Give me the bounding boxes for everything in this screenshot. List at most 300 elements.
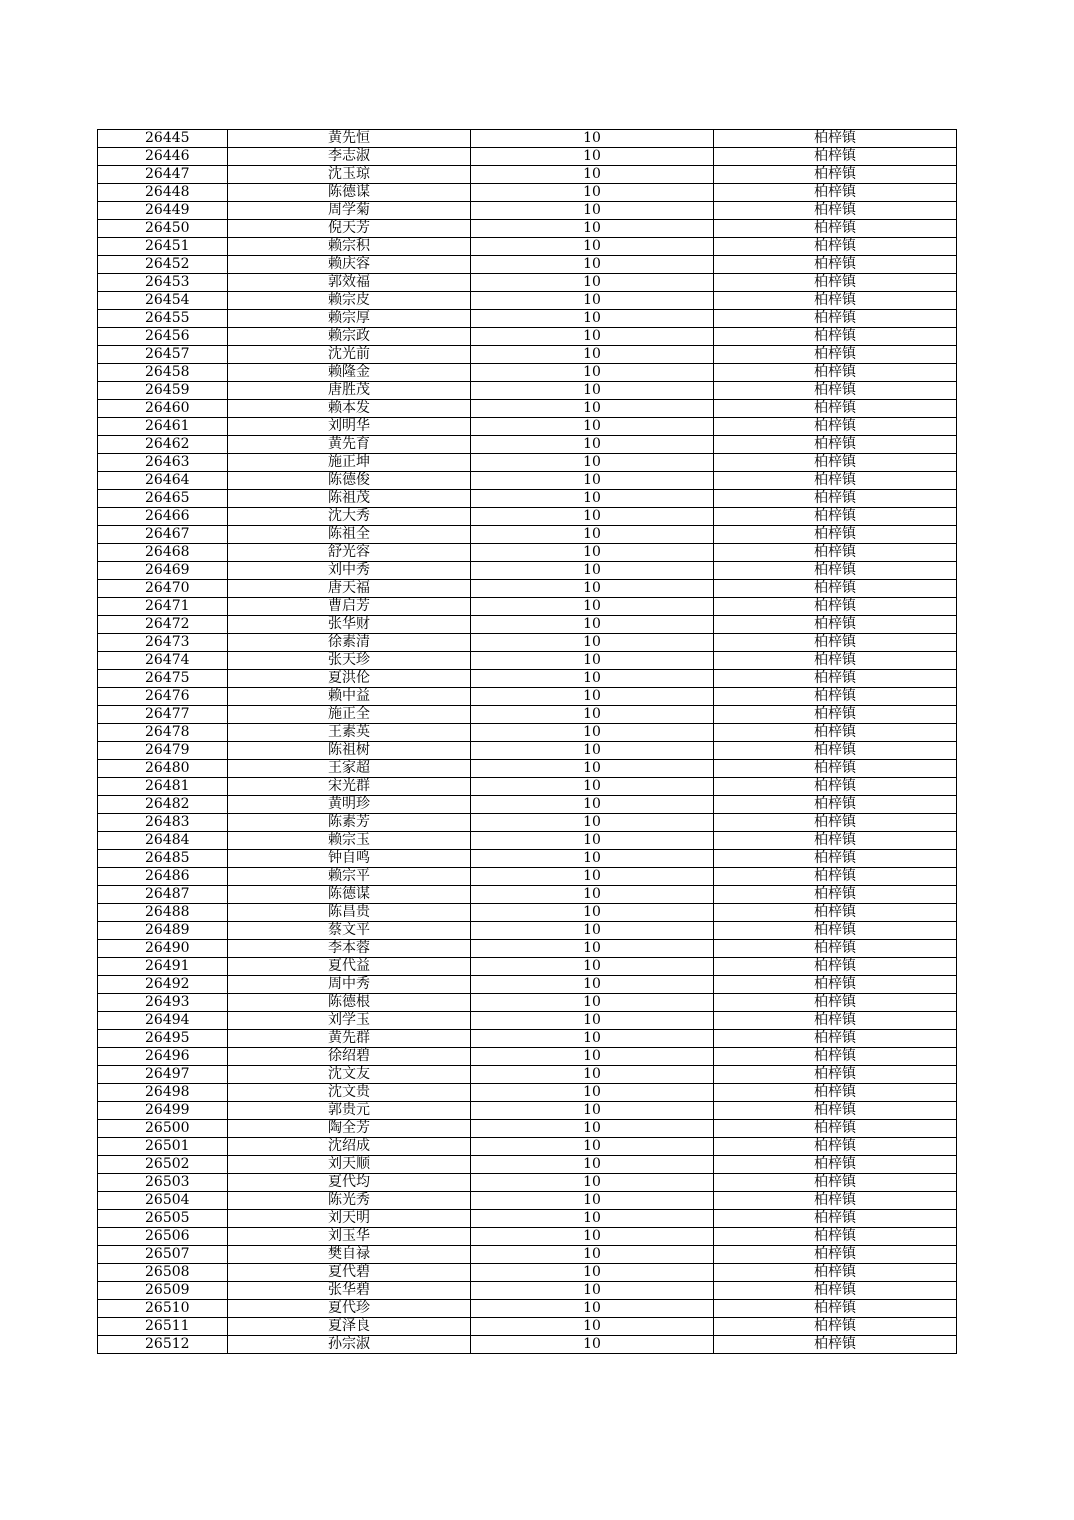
table-row bbox=[98, 238, 957, 256]
table-row bbox=[98, 1300, 957, 1318]
name-cell: 刘天顺 bbox=[228, 1156, 471, 1174]
name-cell: 黄先恒 bbox=[228, 130, 471, 148]
table-row bbox=[98, 454, 957, 472]
town-cell: 柏梓镇 bbox=[714, 454, 957, 472]
name-cell: 宋光群 bbox=[228, 778, 471, 796]
amount-cell: 10 bbox=[471, 814, 714, 832]
name-cell: 夏泽良 bbox=[228, 1318, 471, 1336]
amount-cell: 10 bbox=[471, 616, 714, 634]
amount-cell: 10 bbox=[471, 1138, 714, 1156]
row-number-cell: 26457 bbox=[98, 346, 228, 364]
town-cell: 柏梓镇 bbox=[714, 346, 957, 364]
row-number-cell: 26508 bbox=[98, 1264, 228, 1282]
town-cell: 柏梓镇 bbox=[714, 1012, 957, 1030]
row-number-cell: 26461 bbox=[98, 418, 228, 436]
name-cell: 陈光秀 bbox=[228, 1192, 471, 1210]
town-cell: 柏梓镇 bbox=[714, 220, 957, 238]
amount-cell: 10 bbox=[471, 544, 714, 562]
town-cell: 柏梓镇 bbox=[714, 184, 957, 202]
amount-cell: 10 bbox=[471, 760, 714, 778]
name-cell: 夏代均 bbox=[228, 1174, 471, 1192]
town-cell: 柏梓镇 bbox=[714, 1228, 957, 1246]
name-cell: 沈大秀 bbox=[228, 508, 471, 526]
name-cell: 施正全 bbox=[228, 706, 471, 724]
amount-cell: 10 bbox=[471, 562, 714, 580]
town-cell: 柏梓镇 bbox=[714, 976, 957, 994]
amount-cell: 10 bbox=[471, 1156, 714, 1174]
name-cell: 陈素芳 bbox=[228, 814, 471, 832]
name-cell: 赖宗政 bbox=[228, 328, 471, 346]
name-cell: 刘明华 bbox=[228, 418, 471, 436]
table-row bbox=[98, 1138, 957, 1156]
name-cell: 徐绍碧 bbox=[228, 1048, 471, 1066]
town-cell: 柏梓镇 bbox=[714, 1156, 957, 1174]
table-row bbox=[98, 1174, 957, 1192]
amount-cell: 10 bbox=[471, 1066, 714, 1084]
table-row bbox=[98, 886, 957, 904]
table-row bbox=[98, 544, 957, 562]
name-cell: 李本蓉 bbox=[228, 940, 471, 958]
town-cell: 柏梓镇 bbox=[714, 760, 957, 778]
town-cell: 柏梓镇 bbox=[714, 706, 957, 724]
row-number-cell: 26482 bbox=[98, 796, 228, 814]
town-cell: 柏梓镇 bbox=[714, 634, 957, 652]
row-number-cell: 26498 bbox=[98, 1084, 228, 1102]
name-cell: 赖本发 bbox=[228, 400, 471, 418]
name-cell: 孙宗淑 bbox=[228, 1336, 471, 1354]
name-cell: 蔡文平 bbox=[228, 922, 471, 940]
amount-cell: 10 bbox=[471, 454, 714, 472]
name-cell: 徐素清 bbox=[228, 634, 471, 652]
row-number-cell: 26445 bbox=[98, 130, 228, 148]
town-cell: 柏梓镇 bbox=[714, 868, 957, 886]
name-cell: 舒光容 bbox=[228, 544, 471, 562]
table-row bbox=[98, 310, 957, 328]
table-row bbox=[98, 436, 957, 454]
amount-cell: 10 bbox=[471, 634, 714, 652]
amount-cell: 10 bbox=[471, 490, 714, 508]
row-number-cell: 26462 bbox=[98, 436, 228, 454]
row-number-cell: 26463 bbox=[98, 454, 228, 472]
name-cell: 唐胜茂 bbox=[228, 382, 471, 400]
row-number-cell: 26492 bbox=[98, 976, 228, 994]
town-cell: 柏梓镇 bbox=[714, 382, 957, 400]
amount-cell: 10 bbox=[471, 436, 714, 454]
table-row bbox=[98, 364, 957, 382]
name-cell: 赖宗平 bbox=[228, 868, 471, 886]
town-cell: 柏梓镇 bbox=[714, 328, 957, 346]
amount-cell: 10 bbox=[471, 922, 714, 940]
table-row bbox=[98, 580, 957, 598]
table-row bbox=[98, 1318, 957, 1336]
name-cell: 赖中益 bbox=[228, 688, 471, 706]
name-cell: 刘玉华 bbox=[228, 1228, 471, 1246]
table-row bbox=[98, 904, 957, 922]
row-number-cell: 26502 bbox=[98, 1156, 228, 1174]
row-number-cell: 26495 bbox=[98, 1030, 228, 1048]
amount-cell: 10 bbox=[471, 256, 714, 274]
amount-cell: 10 bbox=[471, 526, 714, 544]
amount-cell: 10 bbox=[471, 382, 714, 400]
name-cell: 夏洪伦 bbox=[228, 670, 471, 688]
amount-cell: 10 bbox=[471, 886, 714, 904]
name-cell: 张华碧 bbox=[228, 1282, 471, 1300]
table-row bbox=[98, 1120, 957, 1138]
table-row bbox=[98, 328, 957, 346]
town-cell: 柏梓镇 bbox=[714, 436, 957, 454]
town-cell: 柏梓镇 bbox=[714, 1066, 957, 1084]
name-cell: 张天珍 bbox=[228, 652, 471, 670]
name-cell: 张华财 bbox=[228, 616, 471, 634]
amount-cell: 10 bbox=[471, 148, 714, 166]
town-cell: 柏梓镇 bbox=[714, 292, 957, 310]
row-number-cell: 26452 bbox=[98, 256, 228, 274]
amount-cell: 10 bbox=[471, 292, 714, 310]
town-cell: 柏梓镇 bbox=[714, 1192, 957, 1210]
amount-cell: 10 bbox=[471, 364, 714, 382]
amount-cell: 10 bbox=[471, 904, 714, 922]
amount-cell: 10 bbox=[471, 742, 714, 760]
row-number-cell: 26459 bbox=[98, 382, 228, 400]
row-number-cell: 26511 bbox=[98, 1318, 228, 1336]
table-row bbox=[98, 832, 957, 850]
amount-cell: 10 bbox=[471, 1012, 714, 1030]
name-cell: 黄先育 bbox=[228, 436, 471, 454]
amount-cell: 10 bbox=[471, 238, 714, 256]
name-cell: 曹启芳 bbox=[228, 598, 471, 616]
amount-cell: 10 bbox=[471, 184, 714, 202]
name-cell: 赖宗皮 bbox=[228, 292, 471, 310]
row-number-cell: 26472 bbox=[98, 616, 228, 634]
town-cell: 柏梓镇 bbox=[714, 526, 957, 544]
table-row bbox=[98, 616, 957, 634]
row-number-cell: 26468 bbox=[98, 544, 228, 562]
amount-cell: 10 bbox=[471, 274, 714, 292]
name-cell: 倪天芳 bbox=[228, 220, 471, 238]
row-number-cell: 26465 bbox=[98, 490, 228, 508]
town-cell: 柏梓镇 bbox=[714, 742, 957, 760]
row-number-cell: 26504 bbox=[98, 1192, 228, 1210]
row-number-cell: 26453 bbox=[98, 274, 228, 292]
table-row bbox=[98, 814, 957, 832]
table-row bbox=[98, 868, 957, 886]
table-row bbox=[98, 1012, 957, 1030]
data-table bbox=[97, 129, 957, 1354]
table-row bbox=[98, 778, 957, 796]
town-cell: 柏梓镇 bbox=[714, 688, 957, 706]
town-cell: 柏梓镇 bbox=[714, 922, 957, 940]
amount-cell: 10 bbox=[471, 1210, 714, 1228]
table-row bbox=[98, 382, 957, 400]
amount-cell: 10 bbox=[471, 850, 714, 868]
table-row bbox=[98, 724, 957, 742]
table-row bbox=[98, 1210, 957, 1228]
table-row bbox=[98, 1192, 957, 1210]
amount-cell: 10 bbox=[471, 1102, 714, 1120]
amount-cell: 10 bbox=[471, 1120, 714, 1138]
row-number-cell: 26478 bbox=[98, 724, 228, 742]
row-number-cell: 26471 bbox=[98, 598, 228, 616]
table-row bbox=[98, 1336, 957, 1354]
row-number-cell: 26484 bbox=[98, 832, 228, 850]
table-row bbox=[98, 1084, 957, 1102]
table-row bbox=[98, 490, 957, 508]
row-number-cell: 26470 bbox=[98, 580, 228, 598]
row-number-cell: 26476 bbox=[98, 688, 228, 706]
amount-cell: 10 bbox=[471, 1264, 714, 1282]
name-cell: 唐天福 bbox=[228, 580, 471, 598]
name-cell: 郭效福 bbox=[228, 274, 471, 292]
table-row bbox=[98, 418, 957, 436]
table-row bbox=[98, 220, 957, 238]
name-cell: 郭贵元 bbox=[228, 1102, 471, 1120]
table-row bbox=[98, 508, 957, 526]
amount-cell: 10 bbox=[471, 598, 714, 616]
name-cell: 沈光前 bbox=[228, 346, 471, 364]
amount-cell: 10 bbox=[471, 868, 714, 886]
table-row bbox=[98, 472, 957, 490]
table-row bbox=[98, 1282, 957, 1300]
name-cell: 施正坤 bbox=[228, 454, 471, 472]
table-row bbox=[98, 400, 957, 418]
name-cell: 陶全芳 bbox=[228, 1120, 471, 1138]
name-cell: 夏代益 bbox=[228, 958, 471, 976]
town-cell: 柏梓镇 bbox=[714, 670, 957, 688]
row-number-cell: 26475 bbox=[98, 670, 228, 688]
town-cell: 柏梓镇 bbox=[714, 274, 957, 292]
table-row bbox=[98, 130, 957, 148]
name-cell: 赖宗积 bbox=[228, 238, 471, 256]
row-number-cell: 26496 bbox=[98, 1048, 228, 1066]
row-number-cell: 26500 bbox=[98, 1120, 228, 1138]
amount-cell: 10 bbox=[471, 706, 714, 724]
town-cell: 柏梓镇 bbox=[714, 580, 957, 598]
name-cell: 周中秀 bbox=[228, 976, 471, 994]
town-cell: 柏梓镇 bbox=[714, 256, 957, 274]
row-number-cell: 26467 bbox=[98, 526, 228, 544]
amount-cell: 10 bbox=[471, 580, 714, 598]
amount-cell: 10 bbox=[471, 166, 714, 184]
town-cell: 柏梓镇 bbox=[714, 796, 957, 814]
name-cell: 赖庆容 bbox=[228, 256, 471, 274]
row-number-cell: 26458 bbox=[98, 364, 228, 382]
town-cell: 柏梓镇 bbox=[714, 958, 957, 976]
row-number-cell: 26480 bbox=[98, 760, 228, 778]
name-cell: 陈祖茂 bbox=[228, 490, 471, 508]
row-number-cell: 26481 bbox=[98, 778, 228, 796]
amount-cell: 10 bbox=[471, 670, 714, 688]
row-number-cell: 26493 bbox=[98, 994, 228, 1012]
name-cell: 陈德谋 bbox=[228, 184, 471, 202]
name-cell: 刘学玉 bbox=[228, 1012, 471, 1030]
table-row bbox=[98, 166, 957, 184]
table-row bbox=[98, 688, 957, 706]
table-row bbox=[98, 706, 957, 724]
row-number-cell: 26509 bbox=[98, 1282, 228, 1300]
row-number-cell: 26506 bbox=[98, 1228, 228, 1246]
town-cell: 柏梓镇 bbox=[714, 940, 957, 958]
town-cell: 柏梓镇 bbox=[714, 1210, 957, 1228]
amount-cell: 10 bbox=[471, 418, 714, 436]
row-number-cell: 26479 bbox=[98, 742, 228, 760]
name-cell: 樊自禄 bbox=[228, 1246, 471, 1264]
row-number-cell: 26466 bbox=[98, 508, 228, 526]
town-cell: 柏梓镇 bbox=[714, 832, 957, 850]
amount-cell: 10 bbox=[471, 1048, 714, 1066]
row-number-cell: 26512 bbox=[98, 1336, 228, 1354]
row-number-cell: 26450 bbox=[98, 220, 228, 238]
name-cell: 陈德俊 bbox=[228, 472, 471, 490]
amount-cell: 10 bbox=[471, 1318, 714, 1336]
name-cell: 陈祖全 bbox=[228, 526, 471, 544]
name-cell: 沈绍成 bbox=[228, 1138, 471, 1156]
name-cell: 沈文贵 bbox=[228, 1084, 471, 1102]
town-cell: 柏梓镇 bbox=[714, 400, 957, 418]
town-cell: 柏梓镇 bbox=[714, 202, 957, 220]
table-row bbox=[98, 202, 957, 220]
town-cell: 柏梓镇 bbox=[714, 1336, 957, 1354]
table-row bbox=[98, 1048, 957, 1066]
name-cell: 刘天明 bbox=[228, 1210, 471, 1228]
row-number-cell: 26446 bbox=[98, 148, 228, 166]
town-cell: 柏梓镇 bbox=[714, 652, 957, 670]
amount-cell: 10 bbox=[471, 220, 714, 238]
name-cell: 沈文友 bbox=[228, 1066, 471, 1084]
table-row bbox=[98, 292, 957, 310]
row-number-cell: 26488 bbox=[98, 904, 228, 922]
row-number-cell: 26503 bbox=[98, 1174, 228, 1192]
row-number-cell: 26494 bbox=[98, 1012, 228, 1030]
town-cell: 柏梓镇 bbox=[714, 166, 957, 184]
amount-cell: 10 bbox=[471, 958, 714, 976]
table-row bbox=[98, 760, 957, 778]
name-cell: 夏代碧 bbox=[228, 1264, 471, 1282]
town-cell: 柏梓镇 bbox=[714, 310, 957, 328]
town-cell: 柏梓镇 bbox=[714, 1264, 957, 1282]
row-number-cell: 26486 bbox=[98, 868, 228, 886]
amount-cell: 10 bbox=[471, 940, 714, 958]
table-row bbox=[98, 184, 957, 202]
town-cell: 柏梓镇 bbox=[714, 490, 957, 508]
town-cell: 柏梓镇 bbox=[714, 1030, 957, 1048]
table-row bbox=[98, 634, 957, 652]
table-row bbox=[98, 976, 957, 994]
row-number-cell: 26451 bbox=[98, 238, 228, 256]
table-row bbox=[98, 1102, 957, 1120]
town-cell: 柏梓镇 bbox=[714, 1084, 957, 1102]
row-number-cell: 26477 bbox=[98, 706, 228, 724]
table-row bbox=[98, 652, 957, 670]
table-body bbox=[98, 130, 957, 1354]
row-number-cell: 26489 bbox=[98, 922, 228, 940]
name-cell: 刘中秀 bbox=[228, 562, 471, 580]
name-cell: 黄明珍 bbox=[228, 796, 471, 814]
amount-cell: 10 bbox=[471, 976, 714, 994]
name-cell: 陈德谋 bbox=[228, 886, 471, 904]
amount-cell: 10 bbox=[471, 1282, 714, 1300]
name-cell: 陈祖树 bbox=[228, 742, 471, 760]
table-row bbox=[98, 1246, 957, 1264]
table-row bbox=[98, 1228, 957, 1246]
town-cell: 柏梓镇 bbox=[714, 472, 957, 490]
table-row bbox=[98, 526, 957, 544]
town-cell: 柏梓镇 bbox=[714, 994, 957, 1012]
row-number-cell: 26456 bbox=[98, 328, 228, 346]
row-number-cell: 26497 bbox=[98, 1066, 228, 1084]
table-row bbox=[98, 670, 957, 688]
amount-cell: 10 bbox=[471, 1174, 714, 1192]
town-cell: 柏梓镇 bbox=[714, 886, 957, 904]
amount-cell: 10 bbox=[471, 1030, 714, 1048]
name-cell: 赖隆金 bbox=[228, 364, 471, 382]
name-cell: 夏代珍 bbox=[228, 1300, 471, 1318]
amount-cell: 10 bbox=[471, 1246, 714, 1264]
name-cell: 赖宗厚 bbox=[228, 310, 471, 328]
name-cell: 黄先群 bbox=[228, 1030, 471, 1048]
table-row bbox=[98, 922, 957, 940]
amount-cell: 10 bbox=[471, 1336, 714, 1354]
town-cell: 柏梓镇 bbox=[714, 1174, 957, 1192]
row-number-cell: 26505 bbox=[98, 1210, 228, 1228]
amount-cell: 10 bbox=[471, 1228, 714, 1246]
amount-cell: 10 bbox=[471, 796, 714, 814]
town-cell: 柏梓镇 bbox=[714, 724, 957, 742]
amount-cell: 10 bbox=[471, 130, 714, 148]
amount-cell: 10 bbox=[471, 202, 714, 220]
town-cell: 柏梓镇 bbox=[714, 1048, 957, 1066]
name-cell: 王家超 bbox=[228, 760, 471, 778]
table-row bbox=[98, 148, 957, 166]
row-number-cell: 26483 bbox=[98, 814, 228, 832]
row-number-cell: 26447 bbox=[98, 166, 228, 184]
name-cell: 沈玉琼 bbox=[228, 166, 471, 184]
row-number-cell: 26485 bbox=[98, 850, 228, 868]
town-cell: 柏梓镇 bbox=[714, 904, 957, 922]
row-number-cell: 26499 bbox=[98, 1102, 228, 1120]
row-number-cell: 26510 bbox=[98, 1300, 228, 1318]
amount-cell: 10 bbox=[471, 346, 714, 364]
row-number-cell: 26460 bbox=[98, 400, 228, 418]
town-cell: 柏梓镇 bbox=[714, 1300, 957, 1318]
name-cell: 陈德根 bbox=[228, 994, 471, 1012]
row-number-cell: 26448 bbox=[98, 184, 228, 202]
town-cell: 柏梓镇 bbox=[714, 1120, 957, 1138]
table-row bbox=[98, 274, 957, 292]
amount-cell: 10 bbox=[471, 1192, 714, 1210]
table-row bbox=[98, 994, 957, 1012]
town-cell: 柏梓镇 bbox=[714, 850, 957, 868]
town-cell: 柏梓镇 bbox=[714, 778, 957, 796]
amount-cell: 10 bbox=[471, 832, 714, 850]
amount-cell: 10 bbox=[471, 724, 714, 742]
name-cell: 赖宗玉 bbox=[228, 832, 471, 850]
table-row bbox=[98, 958, 957, 976]
table-row bbox=[98, 1030, 957, 1048]
row-number-cell: 26455 bbox=[98, 310, 228, 328]
name-cell: 李志淑 bbox=[228, 148, 471, 166]
row-number-cell: 26491 bbox=[98, 958, 228, 976]
table-row bbox=[98, 796, 957, 814]
row-number-cell: 26501 bbox=[98, 1138, 228, 1156]
town-cell: 柏梓镇 bbox=[714, 148, 957, 166]
amount-cell: 10 bbox=[471, 400, 714, 418]
amount-cell: 10 bbox=[471, 688, 714, 706]
name-cell: 周学菊 bbox=[228, 202, 471, 220]
name-cell: 钟自鸣 bbox=[228, 850, 471, 868]
amount-cell: 10 bbox=[471, 1300, 714, 1318]
table-row bbox=[98, 562, 957, 580]
town-cell: 柏梓镇 bbox=[714, 130, 957, 148]
